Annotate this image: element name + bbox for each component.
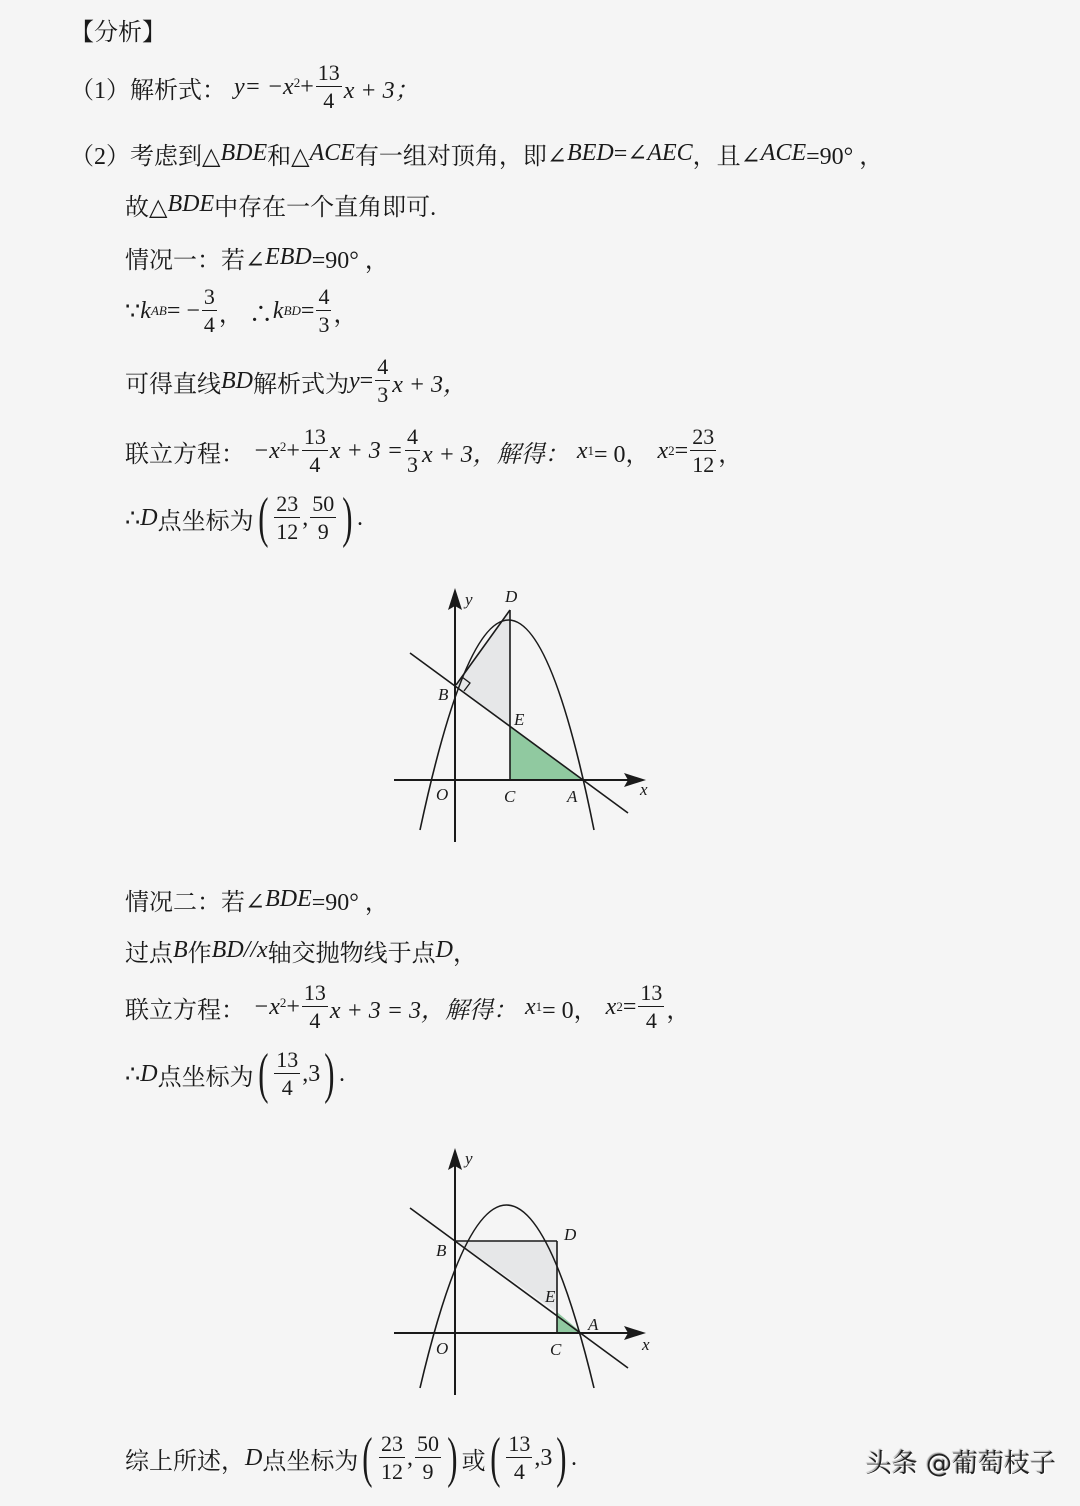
eq-part: = −x: [244, 73, 294, 100]
svg-text:D: D: [505, 587, 518, 606]
svg-text:D: D: [564, 1225, 577, 1244]
svg-text:y: y: [465, 590, 473, 609]
case2-title: 情况二：若∠ BDE =90° ，: [125, 886, 389, 916]
case1-d-coord: ∴ D 点坐标为 ( $\frac{23}{12}$ , $\frac{50}{9}$ ) .: [125, 487, 363, 549]
part1-label: （1）解析式：: [70, 77, 226, 104]
diagram-case1: [380, 580, 670, 850]
part1-formula: [70, 62, 419, 112]
svg-text:B: B: [438, 685, 449, 704]
case1-system: 联立方程： −x $^2$ + $\frac{13}{4}$ x + 3 = $\frac{4}{3}$ x + 3，解得： x 1 = 0， x 2 = $\frac{23}{12}$ ，: [125, 424, 743, 477]
svg-text:A: A: [588, 1315, 599, 1334]
watermark: 头条 @葡萄枝子: [865, 1449, 1056, 1479]
part2-line1: （2） 考虑到△ BDE 和△ ACE 有一组对顶角，即∠ BED =∠ AEC ，且∠ ACE =90° ，: [70, 140, 884, 170]
svg-text:E: E: [545, 1287, 556, 1306]
fraction: $\frac{13}{4}$: [317, 60, 340, 113]
case2-system: 联立方程： −x $^2$ + $\frac{13}{4}$ x + 3 = 3，解得： x 1 = 0， x 2 = $\frac{13}{4}$ ，: [125, 980, 691, 1033]
case1-line-bd: 可得直线 BD 解析式为 y = $\frac{4}{3}$ x + 3，: [125, 354, 468, 407]
exponent: 2: [293, 75, 301, 90]
plus: +: [300, 73, 314, 100]
var-y: y: [234, 73, 245, 100]
part2-line2: 故△ BDE 中存在一个直角即可.: [125, 191, 437, 221]
svg-text:B: B: [436, 1241, 447, 1260]
svg-text:x: x: [642, 1335, 650, 1354]
summary-line: 综上所述， D 点坐标为 ( $\frac{23}{12}$ , $\frac{50}{9}$ ) 或 ( $\frac{13}{4}$ ,3 ) .: [125, 1427, 577, 1489]
svg-text:E: E: [514, 710, 525, 729]
svg-text:A: A: [567, 787, 578, 806]
svg-text:O: O: [436, 785, 449, 804]
case2-d-coord: ∴ D 点坐标为 ( $\frac{13}{4}$ ,3 ) .: [125, 1043, 345, 1105]
svg-text:C: C: [504, 787, 516, 806]
case1-title: 情况一：若∠ EBD =90° ，: [125, 244, 389, 274]
svg-text:y: y: [465, 1149, 473, 1168]
case1-slopes: ∵ k AB = − $\frac{3}{4}$ ， ∴ k BD = $\frac{4}{3}$ ，: [125, 284, 358, 337]
case2-construction: 过点 B 作 BD // x 轴交抛物线于点 D ，: [125, 937, 478, 967]
svg-text:x: x: [640, 780, 648, 799]
triangle-bde: [456, 1241, 557, 1312]
svg-text:C: C: [550, 1340, 562, 1359]
eq-tail: x + 3；: [343, 77, 419, 104]
diagram-case2: [380, 1140, 670, 1410]
section-heading: 【分析】: [70, 20, 166, 46]
svg-text:O: O: [436, 1339, 449, 1358]
triangle-bde: [456, 610, 510, 726]
